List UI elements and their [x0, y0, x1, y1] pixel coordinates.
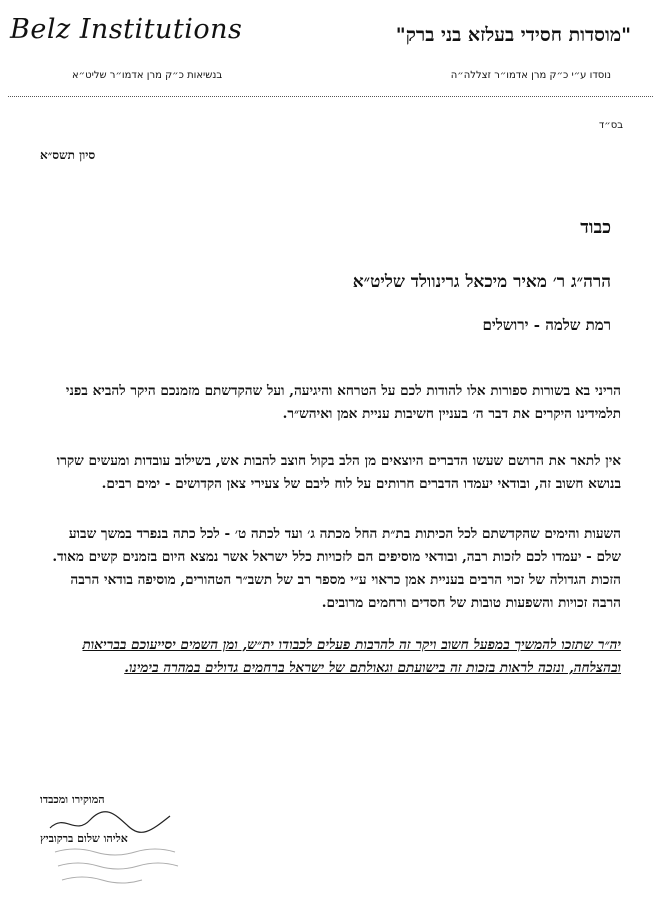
salutation: כבוד [580, 217, 611, 238]
letterhead-hebrew-name: "מוסדות חסידי בעלזא בני ברק" [395, 24, 631, 46]
signer-name: אליהו שלום ברקוביץ [40, 832, 128, 845]
recipient-address: רמת שלמה - ירושלים [482, 316, 611, 334]
body-paragraph: השעות והימים שהקדשתם לכל הכיתות בת״ת החל מכתה ג׳ ועד לכתה ט׳ - לכל כתה בנפרד במשך שבוע שלם - יעמדו לכם לזכות רבה, ובודאי מוסיפים הם לזכויות כלל ישראל אשר נמצא היום בזמנים קשים מאוד. הזכות הגדולה של זכוי הרבים בעניית אמן כראוי ע״י מספר רב של תשב״ר הטהורים, מוסיפה בודאי הרבה הרבה זכויות והשפעות טובות של חסדים ורחמים מרובים. [52, 526, 621, 611]
closing-phrase: המוקירו ומכבדו [40, 793, 105, 806]
letter-date: סיון תשס״א [40, 148, 96, 162]
body-paragraph: הריני בא בשורות ספורות אלו להודות לכם על הטרחא והיגיעה, ועל שהקדשתם מזמנכם היקר להביא בפני תלמידינו היקרים את דבר ה׳ בעניין חשיבות עניית אמן ואיהש״ר. [65, 383, 621, 422]
bsd-mark: בס״ד [598, 120, 623, 131]
header-divider [8, 96, 653, 97]
body-paragraph: אין לתאר את הרושם שעשו הדברים היוצאים מן הלב בקול חוצב להבות אש, בשילוב עובדות ומעשים שקרו בנושא חשוב זה, ובודאי יעמדו הדברים חרותים על לוח ליבם של צעירי צאן הקדושים - ימים רבים. [56, 453, 621, 492]
letterhead-right-subline: נוסדו ע״י כ״ק מרן אדמו״ר זצללה״ה [450, 70, 611, 81]
letterhead-left-subline: בנשיאות כ״ק מרן אדמו״ר שליט״א [72, 70, 223, 81]
stamp-mark [50, 838, 210, 898]
recipient-name: הרה״ג ר׳ מאיר מיכאל גרינוולד שליט״א [352, 272, 611, 292]
blessing-paragraph: יה״ר שתזכו להמשיך במפעל חשוב ויקר זה להרבות פעלים לכבודו ית״ש, ומן השמים יסייעוכם בבריאות ובהצלחה, ונזכה לראות בזכות זה בישועתם וגאולתם של ישראל ברחמים גדולים במהרה בימינו. [82, 637, 621, 676]
letterhead-english-name: Belz Institutions [10, 14, 243, 45]
